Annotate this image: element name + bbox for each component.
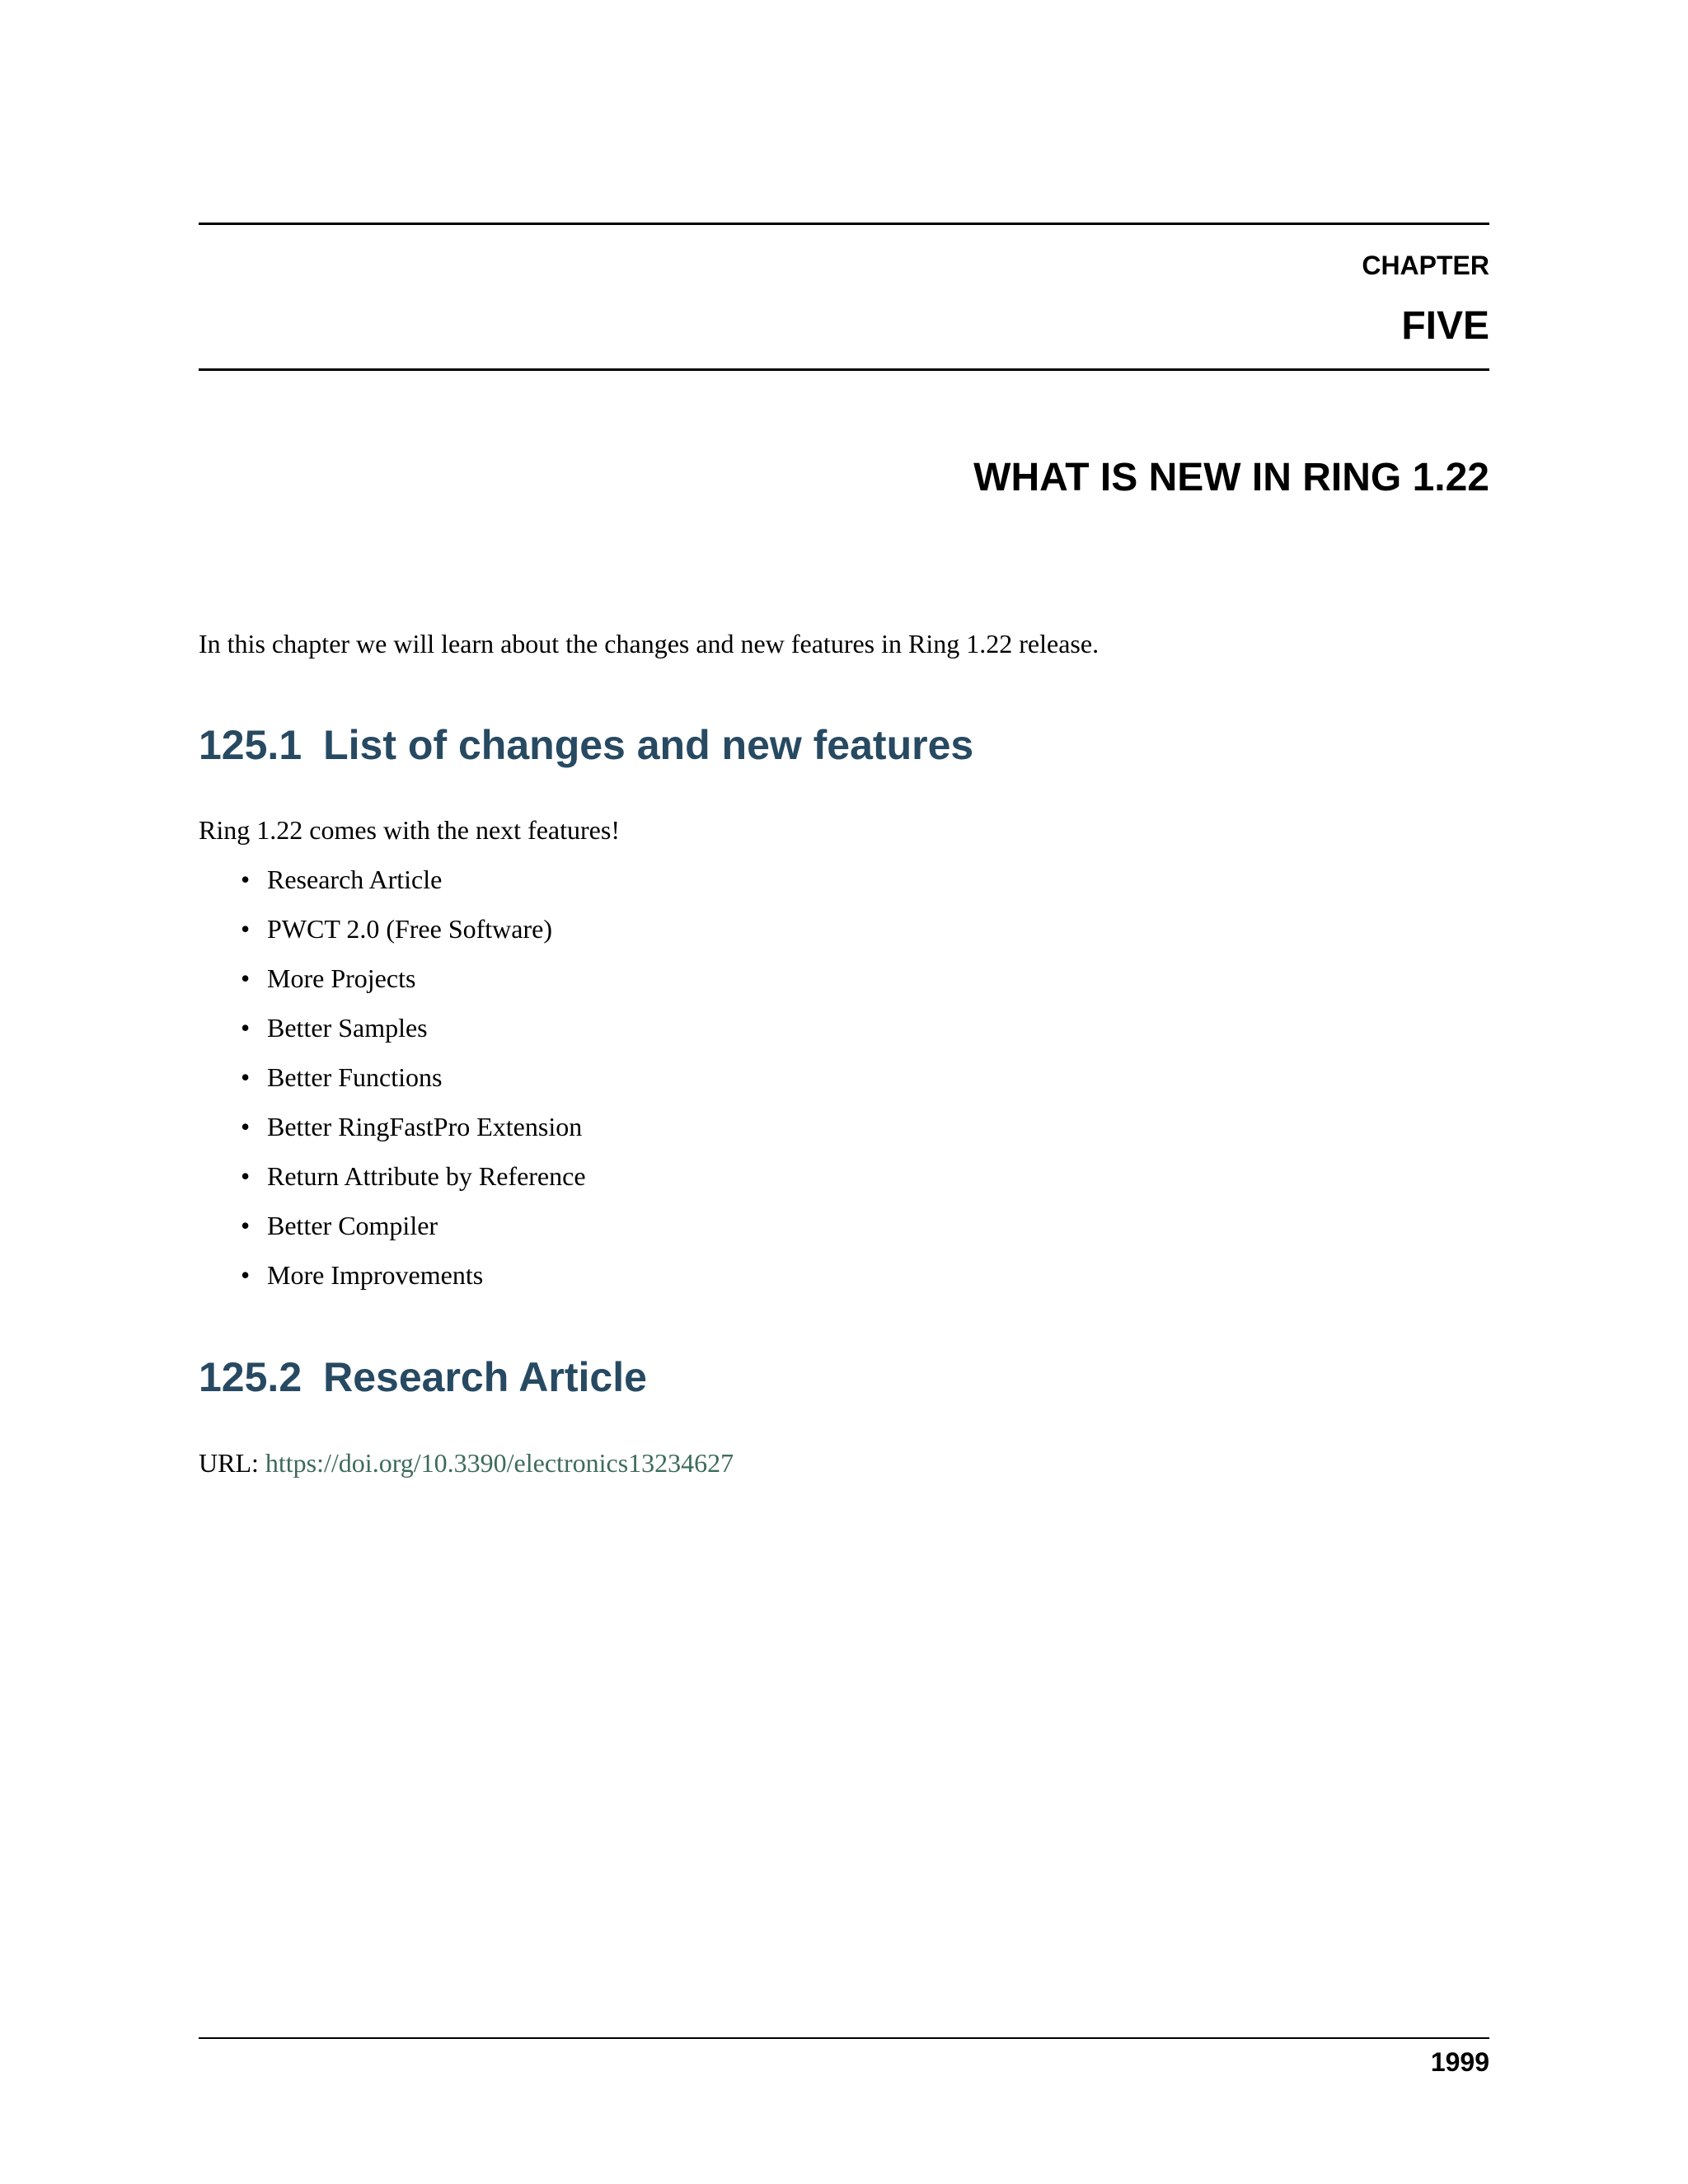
bullet-icon: • (241, 914, 251, 944)
bullet-icon: • (241, 963, 251, 993)
bullet-icon: • (241, 1112, 251, 1141)
section-number: 125.1 (199, 722, 302, 768)
section-number: 125.2 (199, 1354, 302, 1400)
list-item: • Better Samples (241, 1013, 428, 1043)
section-heading-research-article (199, 1352, 647, 1402)
section-title: List of changes and new features (323, 722, 974, 768)
section-heading-changes (199, 720, 973, 770)
bullet-icon: • (241, 1013, 251, 1043)
list-item: • PWCT 2.0 (Free Software) (241, 914, 552, 944)
features-lead-text: Ring 1.22 comes with the next features! (199, 815, 620, 845)
feature-list (199, 863, 586, 1308)
url-line (199, 1446, 734, 1479)
intro-paragraph: In this chapter we will learn about the changes and new features in Ring 1.22 release. (199, 629, 1100, 658)
doi-link[interactable]: https://doi.org/10.3390/electronics13234627 (265, 1448, 734, 1478)
bullet-icon: • (241, 1062, 251, 1092)
url-label: URL: (199, 1448, 259, 1478)
bullet-icon: • (241, 1211, 251, 1240)
chapter-number: FIVE (1401, 304, 1489, 348)
list-item: • Better Compiler (241, 1211, 438, 1240)
list-item: • More Improvements (241, 1260, 484, 1290)
section-title: Research Article (323, 1354, 647, 1400)
list-item: • Better RingFastPro Extension (241, 1112, 583, 1141)
footer-rule (199, 2037, 1489, 2039)
page-number: 1999 (1430, 2047, 1489, 2077)
list-item: • Research Article (241, 865, 443, 894)
chapter-label: CHAPTER (1362, 251, 1489, 280)
bullet-icon: • (241, 865, 251, 894)
chapter-top-rule (199, 223, 1489, 225)
list-item: • Better Functions (241, 1062, 443, 1092)
bullet-icon: • (241, 1161, 251, 1191)
chapter-title: WHAT IS NEW IN RING 1.22 (973, 456, 1489, 499)
bullet-icon: • (241, 1260, 251, 1290)
chapter-bottom-rule (199, 368, 1489, 371)
list-item: • Return Attribute by Reference (241, 1161, 586, 1191)
list-item: • More Projects (241, 963, 416, 993)
